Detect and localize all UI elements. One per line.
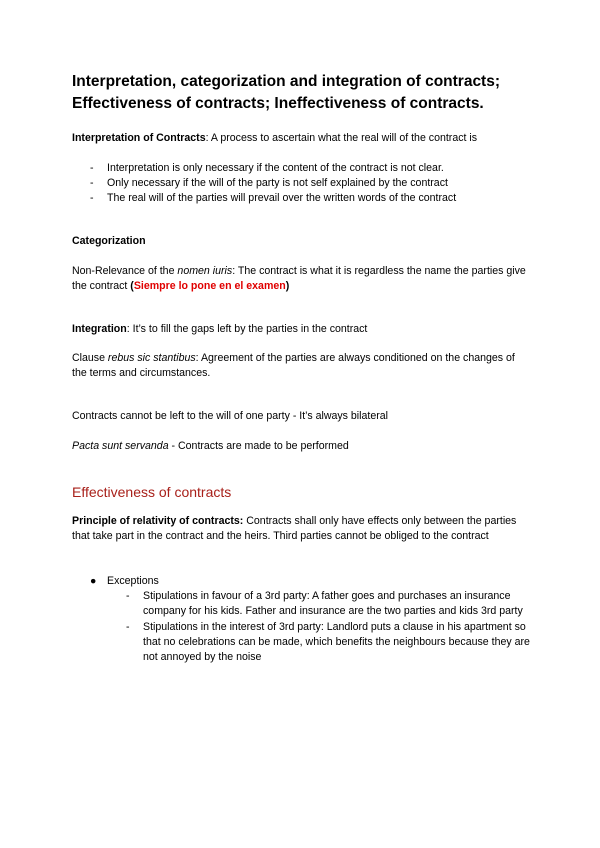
integration-text: : It’s to fill the gaps left by the parties in the contract bbox=[126, 323, 368, 335]
pacta-paragraph bbox=[72, 439, 532, 454]
integration-label: Integration bbox=[72, 323, 127, 335]
bullet-icon: ● bbox=[90, 575, 97, 587]
list-item: - Only necessary if the will of the party is not self explained by the contract bbox=[90, 176, 456, 191]
list-item: - Stipulations in favour of a 3rd party: A father goes and purchases an insurance company for his kids. Father and insurance are the two parties and kids 3rd party bbox=[126, 589, 536, 619]
integration-paragraph bbox=[72, 322, 532, 337]
note-close: ) bbox=[285, 280, 290, 292]
principle-paragraph bbox=[72, 514, 532, 544]
categorization-pre: Non-Relevance of the bbox=[72, 265, 178, 277]
exceptions-label: Exceptions bbox=[107, 575, 159, 587]
exceptions-item bbox=[90, 574, 159, 589]
principle-label: Principle of relativity of contracts: bbox=[72, 515, 244, 527]
rebus-sic-stantibus-term: rebus sic stantibus bbox=[107, 352, 196, 364]
interpretation-label: Interpretation of Contracts bbox=[72, 132, 206, 144]
interpretation-text: : A process to ascertain what the real will of the contract is bbox=[205, 132, 478, 144]
clause-paragraph bbox=[72, 351, 532, 381]
effectiveness-heading: Effectiveness of contracts bbox=[72, 484, 232, 500]
note-open: ( bbox=[130, 280, 134, 292]
clause-text: : Agreement of the parties are always conditioned on the changes of the terms and circumstances. bbox=[72, 352, 515, 379]
clause-pre: Clause bbox=[72, 352, 108, 364]
list-item: - The real will of the parties will prevail over the written words of the contract bbox=[90, 191, 456, 206]
pacta-text: - Contracts are made to be performed bbox=[168, 440, 349, 452]
exceptions-list bbox=[126, 589, 536, 666]
list-item: - Stipulations in the interest of 3rd party: Landlord puts a clause in his apartment so that no celebrations can be made, which benefits the neighbours because they are not annoyed by the noise bbox=[126, 620, 536, 665]
categorization-paragraph bbox=[72, 264, 532, 294]
nomen-iuris-term: nomen iuris bbox=[177, 265, 233, 277]
list-item: - Interpretation is only necessary if the content of the contract is not clear. bbox=[90, 161, 456, 176]
exam-note: Siempre lo pone en el examen bbox=[133, 280, 286, 292]
categorization-heading: Categorization bbox=[72, 235, 146, 247]
bilateral-paragraph: Contracts cannot be left to the will of one party - It’s always bilateral bbox=[72, 410, 389, 422]
principle-text: Contracts shall only have effects only between the parties that take part in the contract and the heirs. Third parties cannot be obliged to the contract bbox=[72, 515, 517, 542]
interpretation-paragraph bbox=[72, 131, 532, 146]
page-title: Interpretation, categorization and integration of contracts; Effectiveness of contracts; Ineffectiveness of contracts. bbox=[72, 73, 501, 112]
categorization-post: : The contract is what it is regardless the name the parties give the contract bbox=[72, 265, 526, 292]
pacta-sunt-servanda-term: Pacta sunt servanda bbox=[72, 440, 169, 452]
interpretation-list bbox=[90, 161, 456, 206]
